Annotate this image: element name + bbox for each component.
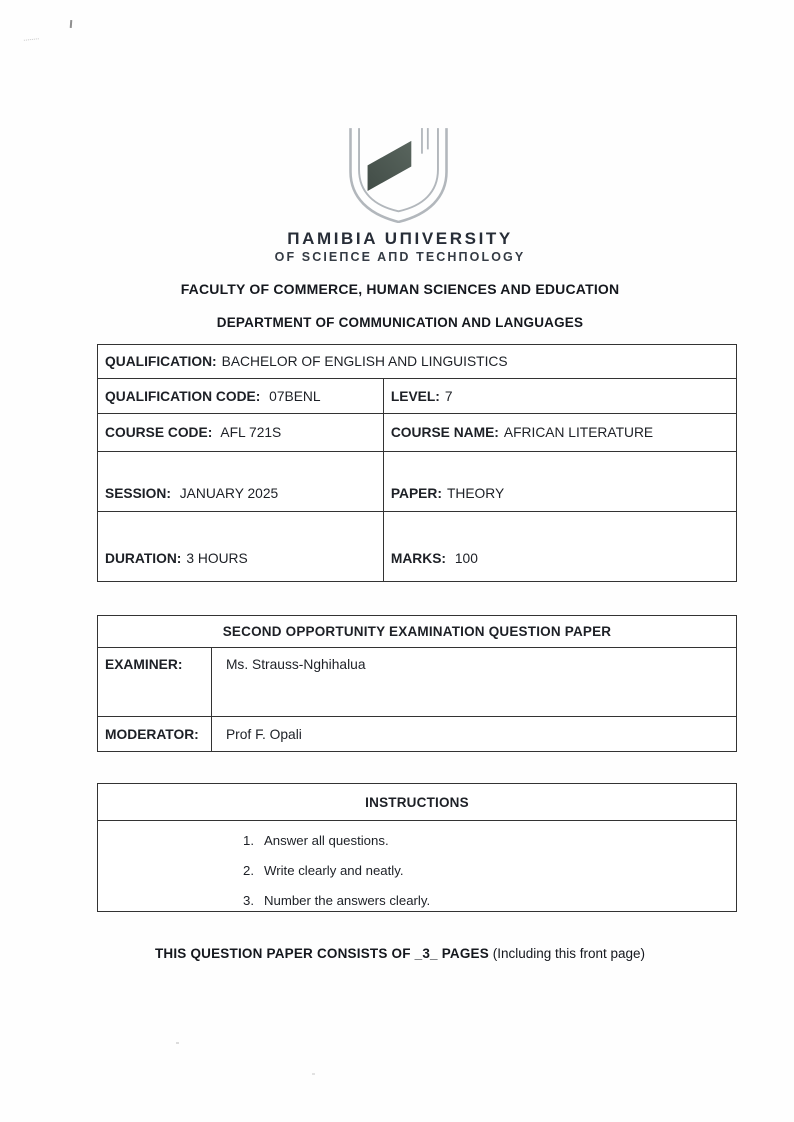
exam-paper-title: SECOND OPPORTUNITY EXAMINATION QUESTION PAPER xyxy=(222,624,612,639)
table-row-exam-title xyxy=(98,616,736,647)
qualification-code-label: QUALIFICATION CODE: xyxy=(105,388,261,404)
instruction-item xyxy=(239,885,736,915)
level-cell xyxy=(383,379,736,413)
course-details-table xyxy=(97,344,737,582)
examiner-label: EXAMINER: xyxy=(105,657,183,672)
course-code-cell xyxy=(98,414,383,451)
table-row-examiner xyxy=(98,647,736,716)
session-value: JANUARY 2025 xyxy=(175,486,279,501)
qualification-code-cell xyxy=(98,379,383,413)
course-code-value: AFL 721S xyxy=(217,425,282,440)
instructions-title: INSTRUCTIONS xyxy=(365,794,469,810)
scan-artifact xyxy=(312,1073,315,1075)
page-count-regular: (Including this front page) xyxy=(488,946,646,961)
session-cell xyxy=(98,452,383,511)
table-row-session xyxy=(98,451,736,511)
duration-label: DURATION: xyxy=(105,551,182,566)
scan-artifact xyxy=(70,20,73,28)
marks-label: MARKS: xyxy=(390,551,447,566)
page-count-note xyxy=(6,946,794,961)
course-code-label: COURSE CODE: xyxy=(105,425,213,440)
course-name-cell xyxy=(383,414,736,451)
paper-cell xyxy=(383,452,736,511)
instruction-number: 2. xyxy=(243,862,254,878)
session-label: SESSION: xyxy=(105,486,171,501)
instruction-item xyxy=(239,825,736,855)
table-row-moderator xyxy=(98,716,736,751)
examiner-table xyxy=(97,615,737,752)
qualification-label: QUALIFICATION: xyxy=(105,354,217,369)
examiner-value: Ms. Strauss-Nghihalua xyxy=(225,657,366,672)
scan-artifact xyxy=(24,38,39,44)
table-row-course xyxy=(98,413,736,451)
university-shield-logo-icon xyxy=(341,127,456,223)
department-heading: DEPARTMENT OF COMMUNICATION AND LANGUAGES xyxy=(216,315,584,330)
university-name: ΠAMIBIA UΠIVERSITY xyxy=(287,229,513,248)
level-value: 7 xyxy=(444,388,453,404)
university-name-subline: OF SCIEΠCE AΠD TECHΠOLOGY xyxy=(274,250,526,264)
course-name-value: AFRICAN LITERATURE xyxy=(503,425,654,440)
instruction-text: Answer all questions. xyxy=(264,832,389,848)
faculty-heading: FACULTY OF COMMERCE, HUMAN SCIENCES AND EDUCATION xyxy=(180,281,620,297)
moderator-label-cell xyxy=(98,717,211,751)
duration-cell xyxy=(98,512,383,581)
moderator-label: MODERATOR: xyxy=(105,726,199,742)
moderator-value-cell xyxy=(211,717,736,751)
qualification-code-value: 07BENL xyxy=(265,388,321,404)
scan-artifact xyxy=(176,1042,179,1044)
table-row-code-level xyxy=(98,378,736,413)
instructions-list xyxy=(98,820,736,911)
instruction-number: 1. xyxy=(243,832,254,848)
paper-label: PAPER: xyxy=(390,486,442,501)
marks-value: 100 xyxy=(451,551,478,566)
examiner-label-cell xyxy=(98,648,211,716)
instructions-table xyxy=(97,783,737,912)
instruction-text: Write clearly and neatly. xyxy=(264,862,404,878)
instruction-item xyxy=(239,855,736,885)
instruction-text: Number the answers clearly. xyxy=(264,892,431,908)
qualification-value: BACHELOR OF ENGLISH AND LINGUISTICS xyxy=(221,354,508,369)
course-name-label: COURSE NAME: xyxy=(390,425,499,440)
marks-cell xyxy=(383,512,736,581)
paper-value: THEORY xyxy=(446,486,505,501)
table-row-duration xyxy=(98,511,736,581)
qualification-cell xyxy=(98,345,736,378)
instruction-number: 3. xyxy=(243,892,254,908)
examiner-value-cell xyxy=(211,648,736,716)
table-row-qualification xyxy=(98,345,736,378)
page-count-bold: THIS QUESTION PAPER CONSISTS OF _3_ PAGES xyxy=(154,946,489,961)
level-label: LEVEL: xyxy=(390,388,440,404)
duration-value: 3 HOURS xyxy=(186,551,248,566)
moderator-value: Prof F. Opali xyxy=(225,726,302,742)
